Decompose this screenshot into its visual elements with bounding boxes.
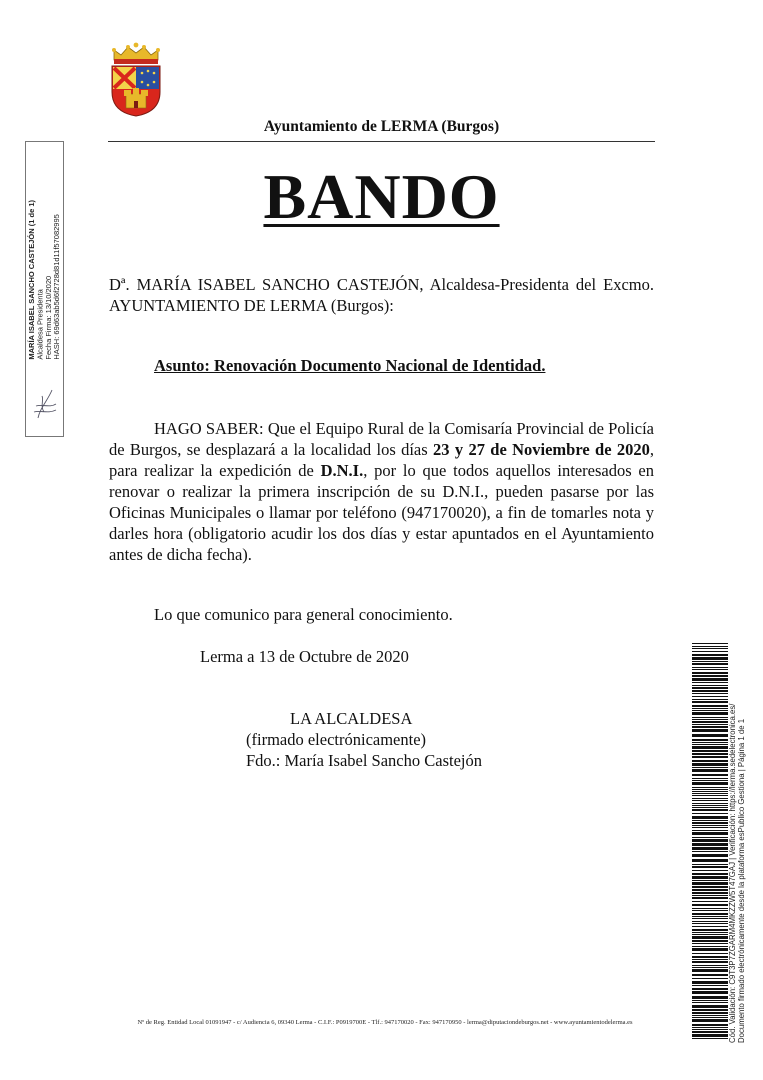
footer-info: Nº de Reg. Entidad Local 01091947 - c/ Audiencia 6, 09340 Lerma - C.I.F.: P0919700E - Tlf.: 947170020 - Fax: 947170950 - lerma@diputaciondeburgos.net - www.ayuntamientodelerma.es (137, 1019, 633, 1026)
document-title: BANDO (263, 161, 500, 232)
main-paragraph-part1: HAGO SABER: Que el Equipo Rural de la Comisaría Provincial de Policía de Burgos, se desplazará a la localidad los días (109, 419, 654, 459)
main-paragraph-part3: , por lo que todos aquellos interesados en renovar o realizar la primera inscripción de su D.N.I., pueden pasarse por las Oficinas Municipales o llamar por teléfono (947170020), a fin de tomarles nota y darles hora (obligatorio acudir los dos días y estar apuntados en el Ayuntamiento antes de dicha fecha). (109, 461, 654, 564)
main-paragraph (109, 418, 654, 565)
coat-of-arms-logo (108, 42, 164, 118)
visit-dates: 23 y 27 de Noviembre de 2020 (433, 440, 650, 459)
main-paragraph-part2: , para realizar la expedición de (109, 440, 655, 480)
municipality-header: Ayuntamiento de LERMA (Burgos) (263, 118, 500, 135)
signature-block (246, 708, 482, 771)
signature-method: (firmado electrónicamente) (246, 730, 427, 749)
validation-code-line: Cód. Validación: C9T3P7ZGARM4MKZZW5T47GAJ | Verificación: https://lerma.sedelectronica.es/ (728, 703, 737, 1043)
stamp-signer-name: MARÍA ISABEL SANCHO CASTEJÓN (1 de 1) (27, 200, 36, 360)
stamp-signer-role: Alcaldesa Presidenta (35, 289, 45, 360)
subject-line: Asunto: Renovación Documento Nacional de Identidad. (154, 356, 546, 375)
signature-scribble-icon (30, 382, 60, 422)
intro-paragraph: Dª. MARÍA ISABEL SANCHO CASTEJÓN, Alcaldesa-Presidenta del Excmo. AYUNTAMIENTO DE LERMA (Burgos): (109, 275, 654, 315)
header-divider (108, 141, 655, 142)
validation-platform-line: Documento firmado electrónicamente desde la plataforma esPublico Gestiona | Página 1 de 1 (737, 718, 746, 1043)
closing-line: Lo que comunico para general conocimiento. (154, 605, 453, 624)
stamp-sign-date: Fecha Firma: 13/10/2020 (43, 276, 53, 360)
signature-title: LA ALCALDESA (290, 709, 413, 728)
stamp-hash: HASH: 69d63ab5d6f2728d81d11f57082995 (52, 214, 62, 360)
validation-text (728, 698, 748, 1043)
barcode-icon (692, 643, 728, 1041)
electronic-signature-stamp (25, 141, 64, 437)
dni-label: D.N.I. (320, 461, 364, 480)
place-date: Lerma a 13 de Octubre de 2020 (200, 647, 409, 666)
signature-stamp-text (28, 200, 62, 360)
signature-signed-by: Fdo.: María Isabel Sancho Castejón (246, 751, 482, 770)
